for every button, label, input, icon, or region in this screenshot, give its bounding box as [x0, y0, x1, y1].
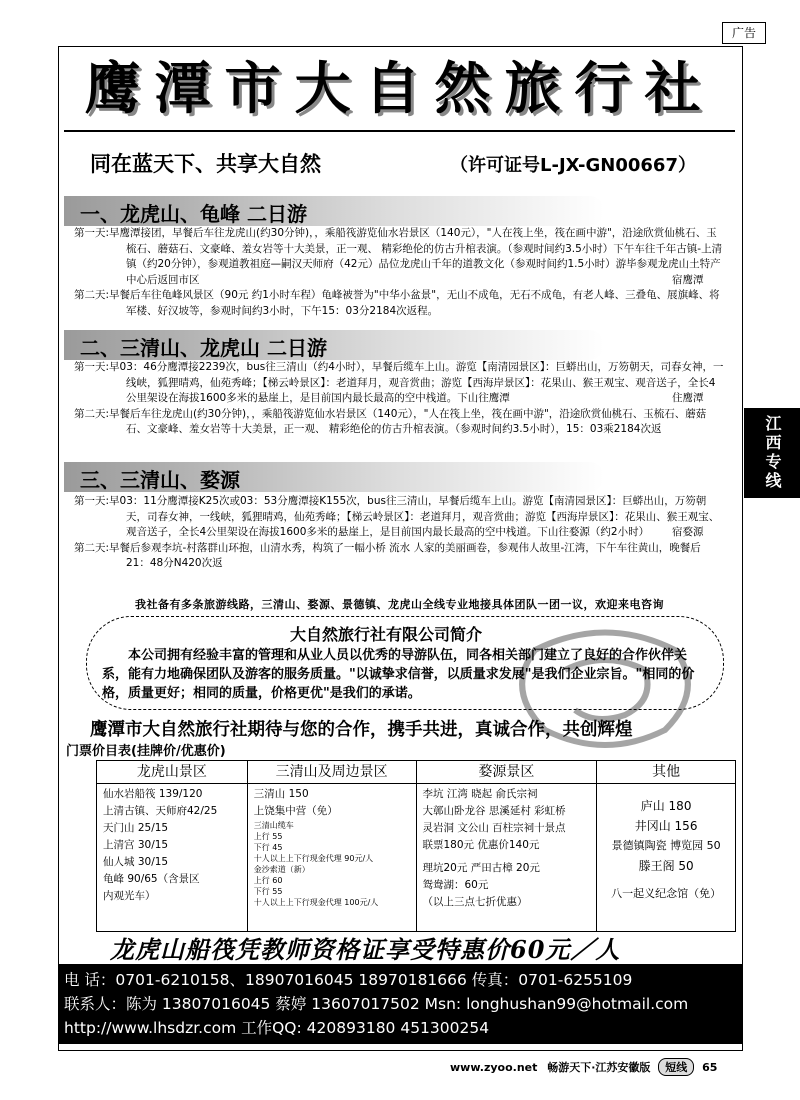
contact-phone: 电 话：0701-6210158、18907016045 18970181666 传真：0701-6255109 — [64, 971, 633, 989]
license-number: （许可证号L-JX-GN00667） — [450, 155, 696, 176]
ad-tag: 广告 — [722, 22, 766, 44]
teacher-discount-slogan: 龙虎山船筏凭教师资格证享受特惠价60元／人 — [110, 935, 621, 964]
routes-line: 我社备有多条旅游线路，三清山、婺源、景德镇、龙虎山全线专业地接具体团队一团一议，欢迎来电咨询 — [135, 598, 664, 611]
price-table-title: 门票价目表(挂牌价/优惠价) — [66, 744, 226, 759]
tour-itinerary — [74, 360, 724, 438]
tour-heading: 二、三清山、龙虎山 二日游 — [64, 330, 604, 360]
itinerary-day: 第二天:早餐后车往龙虎山(约30分钟)，，乘船筏游览仙水岩景区（140元），"人在筏上坐，筏在画中游"，沿途欣赏仙桃石、玉梳石、蘑菇石、文豪峰、羞女岩等十大美景，正一观、 精彩绝伦的仿古升棺表演。（参观时间约3.5小时），15：03乘2184次返 — [74, 407, 707, 435]
title-divider — [64, 130, 735, 132]
contact-web: http://www.lhsdzr.com 工作QQ: 420893180 451300254 — [64, 1019, 490, 1037]
tour-heading: 三、三清山、婺源 — [64, 462, 604, 492]
contact-persons: 联系人：陈为 13807016045 蔡婷 13607017502 Msn: longhushan99@hotmail.com — [64, 995, 689, 1013]
footer-tag: 短线 — [658, 1058, 694, 1076]
tour-heading: 一、龙虎山、龟峰 二日游 — [64, 196, 604, 226]
column-header: 其他 — [597, 761, 735, 784]
slogan: 同在蓝天下、共享大自然 — [90, 152, 321, 176]
page-title: 鹰潭市大自然旅行社 — [84, 56, 715, 122]
intro-body: 本公司拥有经验丰富的管理和从业人员以优秀的导游队伍，同各相关部门建立了良好的合作伙伴关系，能有力地确保团队及游客的服务质量。"以诚挚求信誉，以质量求发展"是我们企业宗旨。"相同的价格，质量更好；相同的质量，价格更优"是我们的承诺。 — [102, 648, 695, 701]
price-table — [96, 760, 736, 932]
itinerary-day: 第一天:早03：46分鹰潭接2239次，bus往三清山（约4小时），早餐后缆车上山。游览【南清园景区】：巨蟒出山，万笏朝天，司春女神，一线峡，狐狸晴鸡，仙苑秀峰；【梯云岭景区】：老道拜月，观音赏曲；游览【西海岸景区】：花果山、猴王观宝、观音送子，全长4公里架设在海拔1600多米的悬崖上，是目前国内最长最高的空中栈道。下山往鹰潭 住鹰潭 — [74, 361, 724, 404]
column-header: 龙虎山景区 — [97, 761, 247, 784]
price-column-wuyuan: 婺源景区 李坑 江湾 晓起 俞氏宗祠 大鄣山卧龙谷 思溪延村 彩虹桥 灵岩洞 文公山 百柱宗祠十景点 联票180元 优惠价140元 理坑20元 严田古樟 20元 鸳鸯湖：60元 （以上三点七折优惠） — [417, 761, 598, 931]
column-header: 婺源景区 — [417, 761, 597, 784]
contact-block — [58, 964, 742, 1044]
page-footer — [450, 1058, 717, 1076]
itinerary-day: 第一天:早03：11分鹰潭接K25次或03：53分鹰潭接K155次，bus往三清山，早餐后缆车上山。游览【南清园景区】：巨蟒出山，万笏朝天，司春女神，一线峡，狐狸晴鸡，仙苑秀峰；【梯云岭景区】：老道拜月，观音赏曲；游览【西海岸景区】：花果山、猴王观宝、观音送子，全长4公里架设在海拔1600多米的悬崖上，是目前国内最长最高的空中栈道。下山往婺源（约2小时） 宿婺源 — [74, 495, 720, 538]
itinerary-day: 第二天:早餐后车往龟峰风景区（90元 约1小时车程）龟峰被誉为"中华小盆景"，无山不成龟，无石不成龟，有老人峰、三叠龟、展旗峰、将军楼、好汉坡等，参观时间约3小时，下午15：03分2184次返程。 — [74, 289, 720, 317]
tour-itinerary — [74, 226, 724, 319]
column-header: 三清山及周边景区 — [248, 761, 416, 784]
price-column-sanqingshan: 三清山及周边景区 三清山 150 上饶集中营（免） 三清山缆车 上行 55 下行 45 十人以上上下行现金代理 90元/人 金沙索道（新） 上行 60 下行 55 十人以上上下行现金代理 100元/人 — [248, 761, 417, 931]
footer-publication: 畅游天下·江苏安徽版 — [547, 1061, 651, 1074]
itinerary-day: 第一天:早鹰潭接团，早餐后车往龙虎山(约30分钟)，，乘船筏游览仙水岩景区（140元），"人在筏上坐，筏在画中游"，沿途欣赏仙桃石、玉梳石、蘑菇石、文豪峰、羞女岩等十大美景，正一观、 精彩绝伦的仿古升棺表演。（参观时间约3.5小时）下午车往千年古镇-上清镇（约20分钟），参观道教祖庭—嗣汉天师府（42元）品位龙虎山千年的道教文化（参观时间约1.5小时）游毕参观龙虎山土特产中心后返回市区 宿鹰潭 — [74, 227, 723, 286]
intro-title: 大自然旅行社有限公司简介 — [290, 625, 483, 644]
cooperation-slogan: 鹰潭市大自然旅行社期待与您的合作，携手共进，真诚合作，共创辉煌 — [90, 720, 633, 740]
price-column-longhushan: 龙虎山景区 仙水岩船筏 139/120 上清古镇、天师府42/25 天门山 25/15 上清宫 30/15 仙人城 30/15 龟峰 90/65（含景区 内观光车） — [97, 761, 248, 931]
footer-site: www.zyoo.net — [450, 1061, 538, 1074]
itinerary-day: 第二天:早餐后参观李坑-村落群山环抱，山清水秀，构筑了一幅小桥 流水 人家的美丽画卷，参观伟人故里-江湾，下午车往黄山，晚餐后21：48分N420次返 — [74, 541, 701, 569]
tour-itinerary — [74, 494, 724, 572]
side-tab-jiangxi: 江西专线 — [744, 408, 800, 498]
price-column-other: 其他 庐山 180 井冈山 156 景德镇陶瓷 博览园 50 滕王阁 50 八一起义纪念馆（免） — [597, 761, 735, 931]
page-number: 65 — [702, 1061, 718, 1074]
